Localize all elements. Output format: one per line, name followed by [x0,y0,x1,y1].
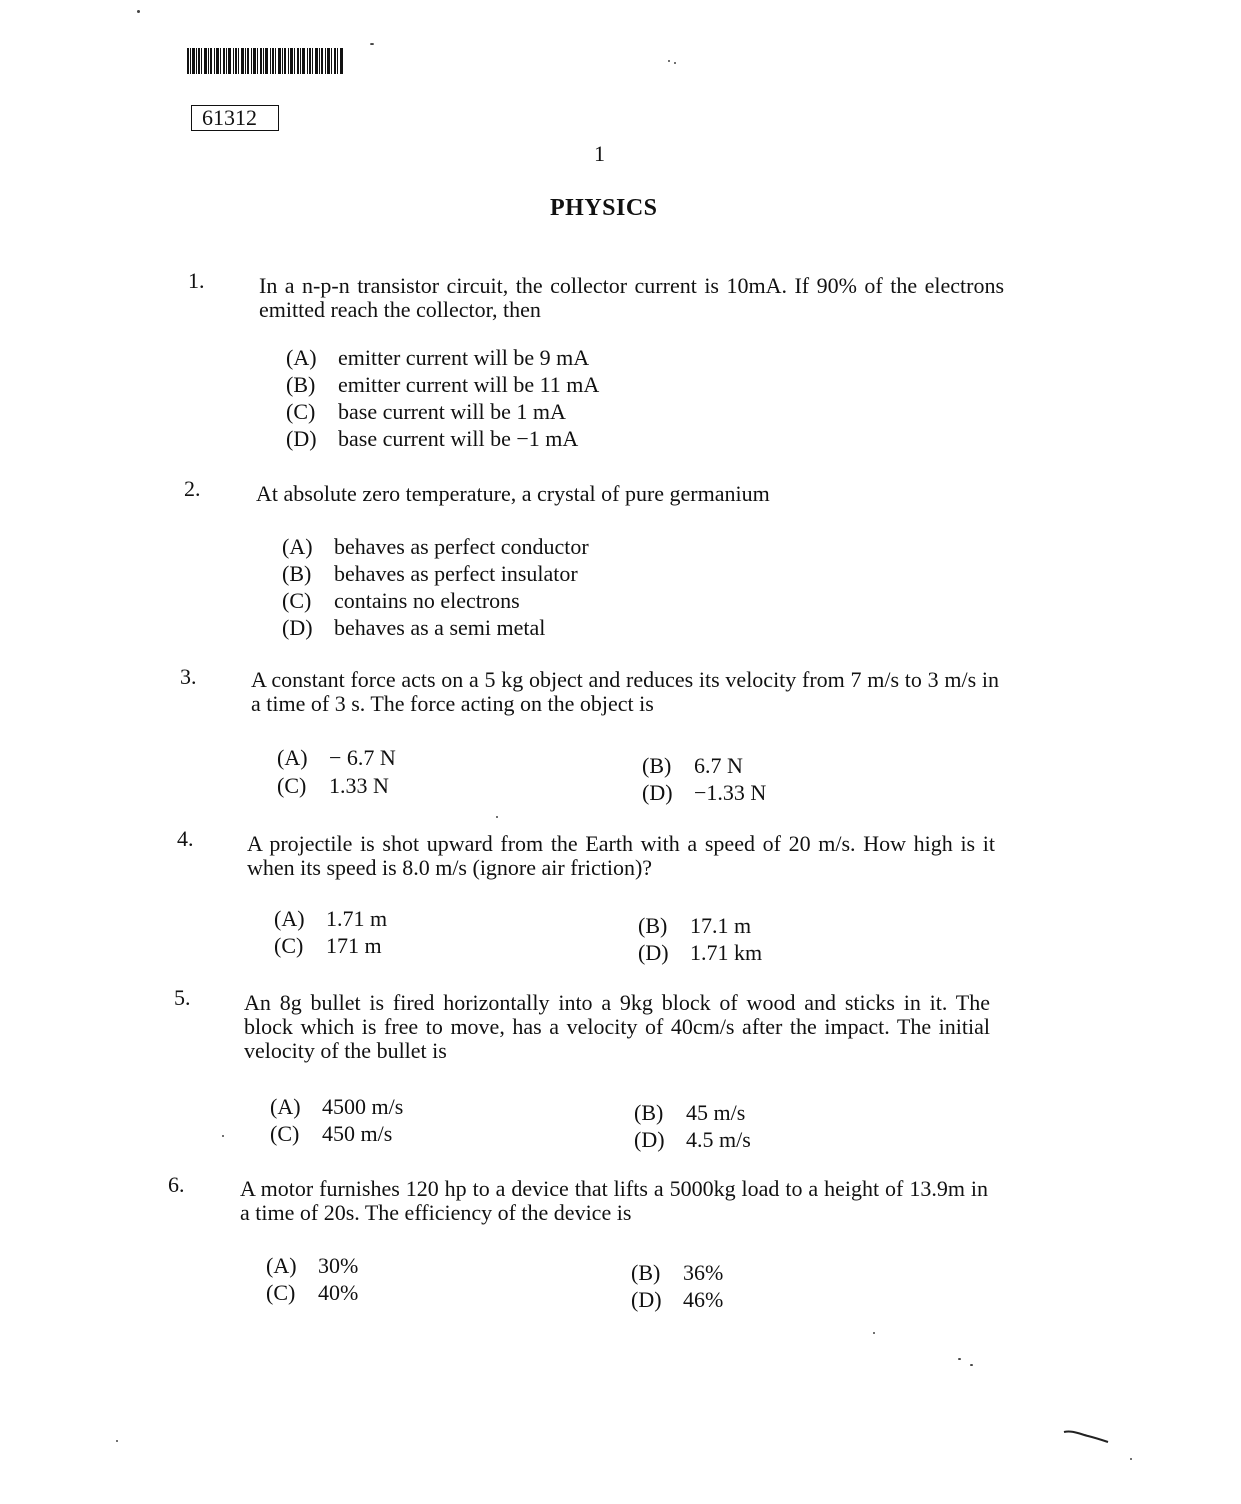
option-a [270,1094,403,1120]
scan-speck [668,60,670,62]
option-b [286,372,599,398]
option-c [277,773,389,799]
option-text: contains no electrons [334,588,520,613]
question-number: 5. [174,985,191,1010]
question-text: In a n-p-n transistor circuit, the collector current is 10mA. If 90% of the electrons emitted reach the collector, then [259,273,1004,322]
option-label: (D) [634,1127,665,1152]
option-label: (D) [642,780,673,805]
option-label: (A) [286,345,317,370]
question-number: 6. [168,1172,185,1197]
question-text: At absolute zero temperature, a crystal of pure germanium [256,481,770,506]
subject-title: PHYSICS [550,195,658,221]
option-b [642,753,743,779]
option-text: base current will be 1 mA [338,399,566,424]
option-text: 450 m/s [322,1121,393,1146]
scan-speck [116,1440,118,1442]
option-text: behaves as a semi metal [334,615,546,640]
option-a [266,1253,358,1279]
option-text: 4.5 m/s [686,1127,751,1152]
option-d [282,615,545,641]
option-text: 1.71 m [326,906,388,931]
question-text: A constant force acts on a 5 kg object and reduces its velocity from 7 m/s to 3 m/s in a time of 3 s. The force acting on the object is [251,667,999,716]
option-text: behaves as perfect insulator [334,561,578,586]
scan-speck [970,1364,973,1366]
option-a [274,906,387,932]
question-number: 2. [184,476,201,501]
option-text: 6.7 N [694,753,743,778]
option-text: 46% [683,1287,724,1312]
scan-speck [674,62,676,64]
option-label: (C) [266,1280,296,1305]
option-d [638,940,762,966]
option-label: (C) [282,588,312,613]
option-label: (C) [286,399,316,424]
option-text: 30% [318,1253,359,1278]
option-c [274,933,382,959]
option-label: (A) [282,534,313,559]
question-text: A projectile is shot upward from the Earth with a speed of 20 m/s. How high is it when its speed is 8.0 m/s (ignore air friction)? [247,831,995,880]
question-number: 3. [180,664,197,689]
option-text: behaves as perfect conductor [334,534,589,559]
paper-code-box: 61312 [191,105,279,131]
page-number: 1 [594,141,605,166]
option-label: (C) [274,933,304,958]
option-a [286,345,589,371]
option-text: 4500 m/s [322,1094,404,1119]
option-d [642,780,766,806]
option-label: (B) [642,753,672,778]
option-label: (D) [282,615,313,640]
option-b [638,913,751,939]
option-text: 45 m/s [686,1100,746,1125]
option-c [286,399,566,425]
option-text: 17.1 m [690,913,752,938]
option-d [286,426,578,452]
option-label: (A) [270,1094,301,1119]
option-label: (D) [286,426,317,451]
scan-speck [370,43,374,45]
option-text: 1.71 km [690,940,763,965]
option-label: (B) [634,1100,664,1125]
scan-speck [137,10,140,13]
option-text: 36% [683,1260,724,1285]
scan-speck [958,1358,961,1360]
option-b [634,1100,745,1126]
option-label: (B) [638,913,668,938]
option-label: (C) [277,773,307,798]
option-label: (A) [274,906,305,931]
question-number: 1. [188,268,205,293]
option-b [631,1260,723,1286]
barcode [187,48,343,74]
option-c [282,588,520,614]
option-text: 40% [318,1280,359,1305]
option-label: (C) [270,1121,300,1146]
scan-mark [1062,1428,1112,1444]
option-a [277,745,396,771]
option-text: 1.33 N [329,773,389,798]
option-text: −1.33 N [694,780,767,805]
option-label: (A) [277,745,308,770]
option-c [270,1121,392,1147]
option-label: (B) [282,561,312,586]
option-d [631,1287,723,1313]
option-label: (B) [286,372,316,397]
option-c [266,1280,358,1306]
scan-speck [873,1332,875,1334]
option-label: (A) [266,1253,297,1278]
option-text: 171 m [326,933,382,958]
question-text: A motor furnishes 120 hp to a device that lifts a 5000kg load to a height of 13.9m in a time of 20s. The efficiency of the device is [240,1176,988,1225]
option-text: emitter current will be 9 mA [338,345,590,370]
option-text: emitter current will be 11 mA [338,372,600,397]
scan-speck [1130,1458,1132,1460]
option-label: (B) [631,1260,661,1285]
scan-speck [496,816,498,818]
option-b [282,561,578,587]
question-number: 4. [177,826,194,851]
option-d [634,1127,751,1153]
option-a [282,534,589,560]
scan-speck [222,1135,224,1137]
option-text: − 6.7 N [329,745,396,770]
option-label: (D) [638,940,669,965]
option-label: (D) [631,1287,662,1312]
question-text: An 8g bullet is fired horizontally into a 9kg block of wood and sticks in it. The block which is free to move, has a velocity of 40cm/s after the impact. The initial velocity of the bullet is [244,990,990,1063]
option-text: base current will be −1 mA [338,426,579,451]
